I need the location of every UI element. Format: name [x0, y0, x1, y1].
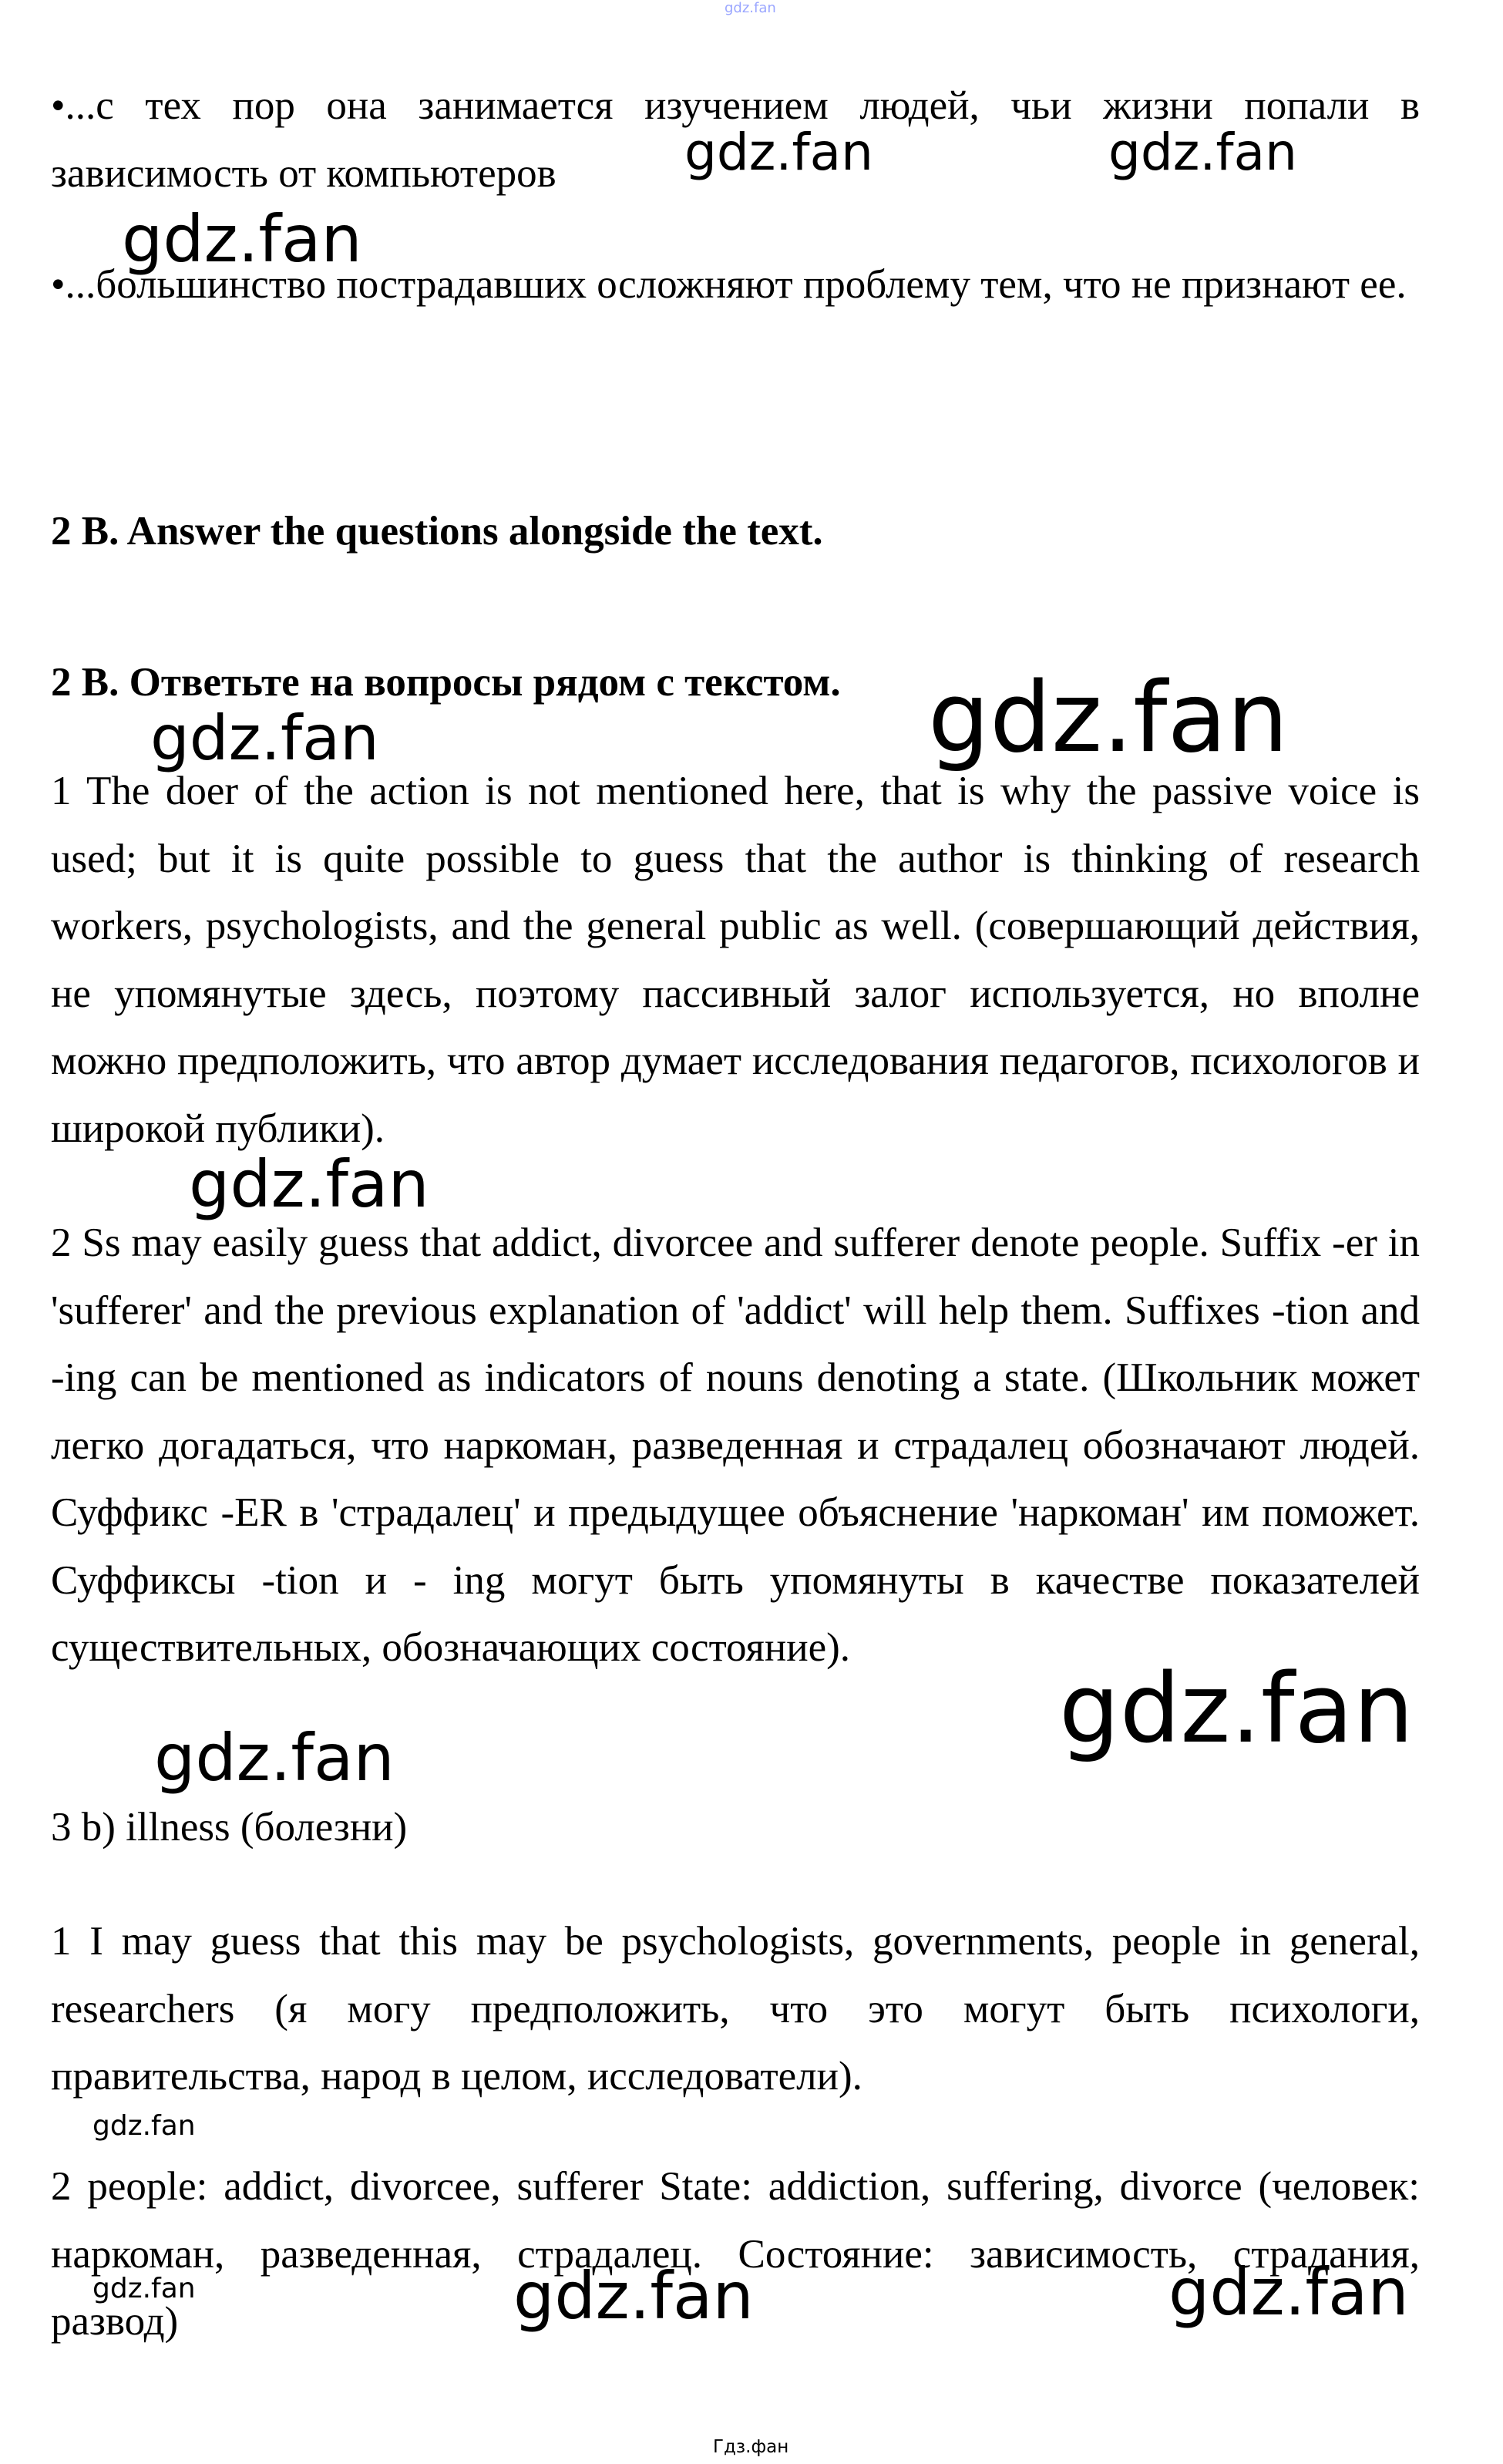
- answer-3-paragraph: 3 b) illness (болезни): [51, 1805, 408, 1850]
- answer-1-paragraph: 1 The doer of the action is not mentioned here, that is why the passive voice is used; but it is quite possible to guess that the author is thinking of research workers, psychologists, and the general public as well. (совершающий действия, не упомянутые здесь, поэтому пассивный залог используется, но вполне можно предположить, что автор думает исследования педагогов, психологов и широкой публики).: [51, 769, 1420, 1151]
- watermark: gdz.fan: [1059, 1654, 1414, 1765]
- guess-paragraph-1: 1 I may guess that this may be psychologists, governments, people in general, researchers (я могу предположить, что это могут быть психологи, правительства, народ в целом, исследователи).: [51, 1919, 1420, 2099]
- watermark: gdz.fan: [1168, 2254, 1409, 2330]
- section-heading-english: 2 B. Answer the questions alongside the text.: [51, 509, 823, 554]
- watermark: gdz.fan: [684, 123, 873, 182]
- bullet-paragraph-2: •...большинство пострадавших осложняют проблему тем, что не признают ее.: [51, 262, 1407, 307]
- section-heading-russian: 2 B. Ответьте на вопросы рядом с текстом.: [51, 660, 841, 705]
- watermark: gdz.fan: [189, 1146, 429, 1222]
- bullet-paragraph-1: •...с тех пор она занимается изучением людей, чьи жизни попали в зависимость от компьютеров: [51, 83, 1420, 196]
- watermark: gdz.fan: [122, 201, 362, 277]
- footer-watermark: Гдз.фан: [713, 2437, 789, 2457]
- watermark: gdz.fan: [92, 2110, 196, 2142]
- watermark: gdz.fan: [513, 2258, 754, 2334]
- watermark: gdz.fan: [928, 661, 1289, 774]
- watermark: gdz.fan: [92, 2273, 196, 2304]
- watermark: gdz.fan: [154, 1720, 395, 1796]
- header-watermark: gdz.fan: [725, 0, 776, 16]
- guess-paragraph-2: 2 people: addict, divorcee, sufferer State: addiction, suffering, divorce (человек: наркоман, разведенная, страдалец. Состояние: зависимость, страдания, развод): [51, 2164, 1420, 2344]
- watermark: gdz.fan: [150, 702, 379, 774]
- watermark: gdz.fan: [1108, 123, 1297, 182]
- answer-2-paragraph: 2 Ss may easily guess that addict, divorcee and sufferer denote people. Suffix -er in 'sufferer' and the previous explanation of 'addict' will help them. Suffixes -tion and -ing can be mentioned as indicators of nouns denoting a state. (Школьник может легко догадаться, что наркоман, разведенная и страдалец обозначают людей. Суффикс -ER в 'страдалец' и предыдущее объяснение 'наркоман' им поможет. Суффиксы -tion и - ing могут быть упомянуты в качестве показателей существительных, обозначающих состояние).: [51, 1220, 1420, 1670]
